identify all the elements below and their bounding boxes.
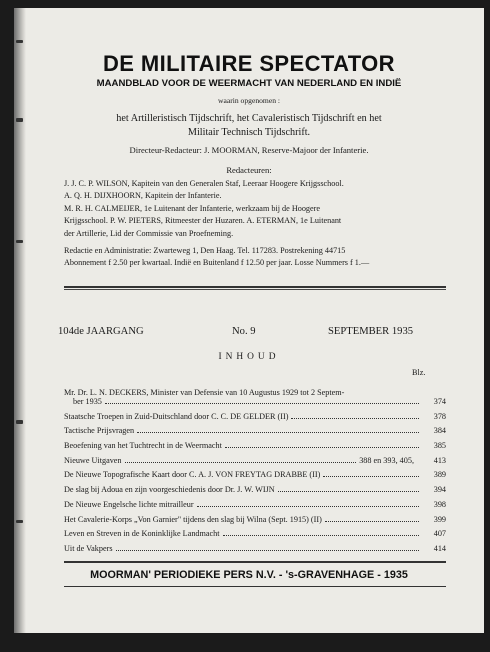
divider — [64, 286, 446, 288]
editor-line: A. Q. H. DIJXHOORN, Kapitein der Infanterie. — [64, 191, 222, 201]
toc-entry — [64, 494, 446, 509]
toc-entry-page: 413 — [433, 455, 446, 465]
contents-heading: INHOUD — [218, 352, 280, 362]
toc-entry-page: 384 — [433, 426, 446, 436]
binding-mark — [16, 118, 23, 122]
toc-entry-page: 398 — [433, 499, 446, 509]
toc-entry-page: 385 — [433, 441, 446, 451]
volume-label: 104de JAARGANG — [58, 326, 144, 337]
toc-entry-title: Uit de Vakpers — [64, 543, 113, 553]
binding-mark — [16, 40, 23, 43]
divider — [64, 561, 446, 563]
toc-entry — [64, 538, 446, 553]
journal-title: DE MILITAIRE SPECTATOR — [103, 51, 395, 76]
leader-dots — [197, 505, 419, 507]
administration-line-1: Redactie en Administratie: Zwarteweg 1, Den Haag. Tel. 117283. Postrekening 44715 — [64, 246, 346, 255]
binding-mark — [16, 240, 23, 243]
divider — [64, 289, 446, 290]
leader-dots — [225, 446, 419, 448]
toc-entry-title: Beoefening van het Tuchtrecht in de Weermacht — [64, 441, 222, 451]
leader-dots — [137, 431, 419, 433]
binding-mark — [16, 520, 23, 523]
toc-entry — [64, 380, 446, 406]
editor-line: der Artillerie, Lid der Commissie van Proefneming. — [64, 228, 234, 238]
table-of-contents — [64, 380, 446, 553]
issue-number: No. 9 — [232, 326, 256, 337]
director-line: Directeur-Redacteur: J. MOORMAN, Reserve-Majoor der Infanterie. — [129, 145, 369, 155]
leader-dots — [105, 402, 419, 404]
leader-dots — [325, 520, 419, 522]
toc-entry-title: Tactische Prijsvragen — [64, 426, 135, 436]
editors-heading: Redacteuren: — [226, 165, 272, 175]
binding-mark — [16, 420, 23, 424]
incorporated-line-1: het Artilleristisch Tijdschrift, het Cavaleristisch Tijdschrift en het — [116, 113, 382, 124]
toc-entry — [64, 450, 446, 465]
toc-entry-title: De Nieuwe Topografische Kaart door C. A. J. VON FREYTAG DRABBE (II) — [64, 470, 321, 480]
toc-entry-title: Nieuwe Uitgaven — [64, 455, 122, 465]
editor-line: M. R. H. CALMEIJER, 1e Luitenant der Infanterie, werkzaam bij de Hoogere — [64, 203, 321, 213]
journal-page — [14, 8, 484, 633]
editors-list — [64, 178, 446, 240]
leader-dots — [291, 417, 419, 419]
toc-entry-extra-pages: 388 en 393, 405, — [359, 455, 414, 465]
toc-entry-title: Het Cavalerie-Korps „Von Garnier" tijdens den slag bij Wilna (Sept. 1915) (II) — [64, 514, 322, 524]
leader-dots — [323, 475, 419, 477]
issue-date: SEPTEMBER 1935 — [328, 326, 414, 337]
publisher-footer: MOORMAN' PERIODIEKE PERS N.V. - 's-GRAVENHAGE - 1935 — [90, 569, 408, 581]
toc-entry-page: 414 — [433, 543, 446, 553]
toc-entry-page: 394 — [433, 485, 446, 495]
toc-entry — [64, 465, 446, 480]
journal-subtitle: MAANDBLAD VOOR DE WEERMACHT VAN NEDERLAND EN INDIË — [96, 78, 402, 89]
toc-entry — [64, 406, 446, 421]
toc-entry — [64, 421, 446, 436]
toc-entry-title: Mr. Dr. L. N. DECKERS, Minister van Defensie van 10 Augustus 1929 tot 2 Septem- — [64, 388, 345, 397]
toc-entry — [64, 479, 446, 494]
toc-entry — [64, 524, 446, 539]
leader-dots — [116, 549, 419, 551]
toc-entry-page: 378 — [433, 411, 446, 421]
leader-dots — [223, 534, 419, 536]
administration-line-2: Abonnement f 2.50 per kwartaal. Indië en Buitenland f 12.50 per jaar. Losse Nummers f 1.— — [64, 258, 370, 267]
toc-entry-page: 407 — [433, 529, 446, 539]
page-column-label: Blz. — [412, 368, 426, 377]
binding-spine — [14, 8, 26, 633]
toc-entry-title: Leven en Streven in de Koninklijke Landmacht — [64, 529, 220, 539]
toc-entry-page: 399 — [433, 514, 446, 524]
toc-entry — [64, 435, 446, 450]
divider — [64, 586, 446, 587]
toc-entry-title: De slag bij Adoua en zijn voorgeschiedenis door Dr. J. W. WIJN — [64, 485, 275, 495]
leader-dots — [278, 490, 419, 492]
toc-entry-page: 374 — [433, 397, 446, 406]
incorporated-label: waarin opgenomen : — [218, 96, 280, 105]
editor-line: J. J. C. P. WILSON, Kapitein van den Generalen Staf, Leeraar Hoogere Krijgsschool. — [64, 179, 344, 188]
toc-entry-page: 389 — [433, 470, 446, 480]
toc-entry-title: De Nieuwe Engelsche lichte mitrailleur — [64, 499, 194, 509]
toc-entry-title-cont: ber 1935 — [73, 397, 102, 406]
toc-entry — [64, 509, 446, 524]
incorporated-line-2: Militair Technisch Tijdschrift. — [187, 127, 311, 138]
editor-line: Krijgsschool. P. W. PIETERS, Ritmeester der Huzaren. A. ETERMAN, 1e Luitenant — [64, 216, 342, 226]
leader-dots — [125, 461, 357, 463]
toc-entry-title: Staatsche Troepen in Zuid-Duitschland door C. C. DE GELDER (II) — [64, 411, 289, 421]
